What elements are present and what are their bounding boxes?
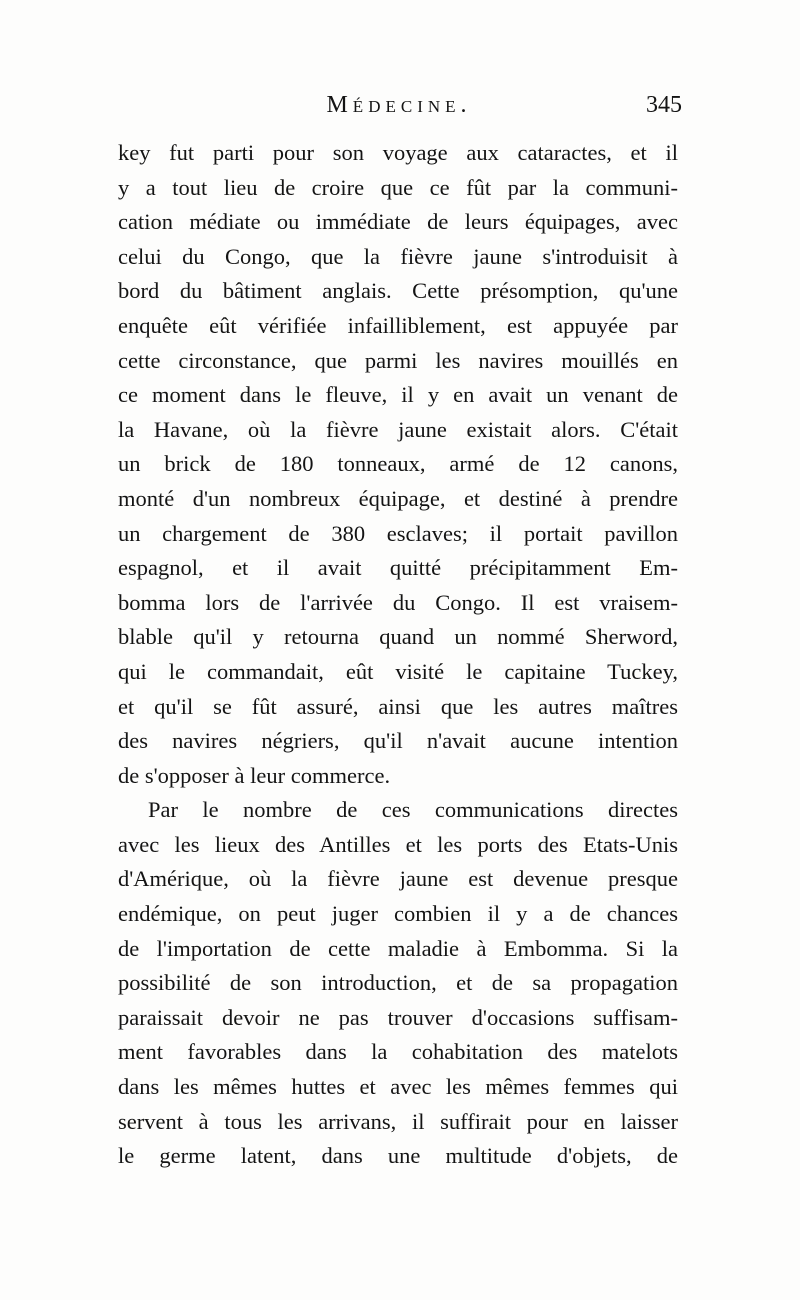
text-line: un chargement de 380 esclaves; il portait pavillon bbox=[118, 520, 678, 546]
text-line: monté d'un nombreux équipage, et destiné à prendre bbox=[118, 485, 678, 511]
text-line: celui du Congo, que la fièvre jaune s'introduisit à bbox=[118, 243, 678, 269]
text-line: d'Amérique, où la fièvre jaune est devenue presque bbox=[118, 866, 678, 892]
text-line: des navires négriers, qu'il n'avait aucune intention bbox=[118, 728, 678, 754]
text-line: ment favorables dans la cohabitation des matelots bbox=[118, 1039, 678, 1065]
page-number: 345 bbox=[646, 92, 682, 118]
text-line: et qu'il se fût assuré, ainsi que les autres maîtres bbox=[118, 693, 678, 719]
text-line: cette circonstance, que parmi les navires mouillés en bbox=[118, 347, 678, 373]
body-text bbox=[118, 136, 678, 1174]
text-line: paraissait devoir ne pas trouver d'occasions suffisam- bbox=[118, 1004, 678, 1030]
text-line: bord du bâtiment anglais. Cette présomption, qu'une bbox=[118, 278, 678, 304]
text-line: le germe latent, dans une multitude d'objets, de bbox=[118, 1143, 678, 1169]
text-line: qui le commandait, eût visité le capitaine Tuckey, bbox=[118, 658, 678, 684]
text-line: la Havane, où la fièvre jaune existait alors. C'était bbox=[118, 416, 678, 442]
text-line: key fut parti pour son voyage aux cataractes, et il bbox=[118, 140, 678, 165]
text-line: un brick de 180 tonneaux, armé de 12 canons, bbox=[118, 451, 678, 477]
text-line: Par le nombre de ces communications directes bbox=[148, 797, 678, 823]
text-line: endémique, on peut juger combien il y a de chances bbox=[118, 901, 678, 927]
text-line: y a tout lieu de croire que ce fût par la communi- bbox=[118, 174, 678, 200]
running-head bbox=[116, 92, 682, 132]
text-line: ce moment dans le fleuve, il y en avait un venant de bbox=[118, 382, 678, 408]
text-line: bomma lors de l'arrivée du Congo. Il est vraisem- bbox=[118, 589, 678, 615]
text-line: de l'importation de cette maladie à Embomma. Si la bbox=[118, 935, 678, 961]
text-line: cation médiate ou immédiate de leurs équipages, avec bbox=[118, 209, 678, 235]
text-line: de s'opposer à leur commerce. bbox=[118, 762, 391, 788]
text-line: possibilité de son introduction, et de sa propagation bbox=[118, 970, 678, 996]
text-line: espagnol, et il avait quitté précipitamment Em- bbox=[118, 555, 678, 581]
running-title: Médecine. bbox=[326, 92, 472, 118]
text-line: enquête eût vérifiée infailliblement, est appuyée par bbox=[118, 312, 678, 338]
text-line: blable qu'il y retourna quand un nommé Sherword, bbox=[118, 624, 678, 650]
text-line: servent à tous les arrivans, il suffirait pour en laisser bbox=[118, 1108, 678, 1134]
text-line: avec les lieux des Antilles et les ports des Etats-Unis bbox=[118, 831, 678, 857]
text-line: dans les mêmes huttes et avec les mêmes femmes qui bbox=[118, 1074, 678, 1100]
